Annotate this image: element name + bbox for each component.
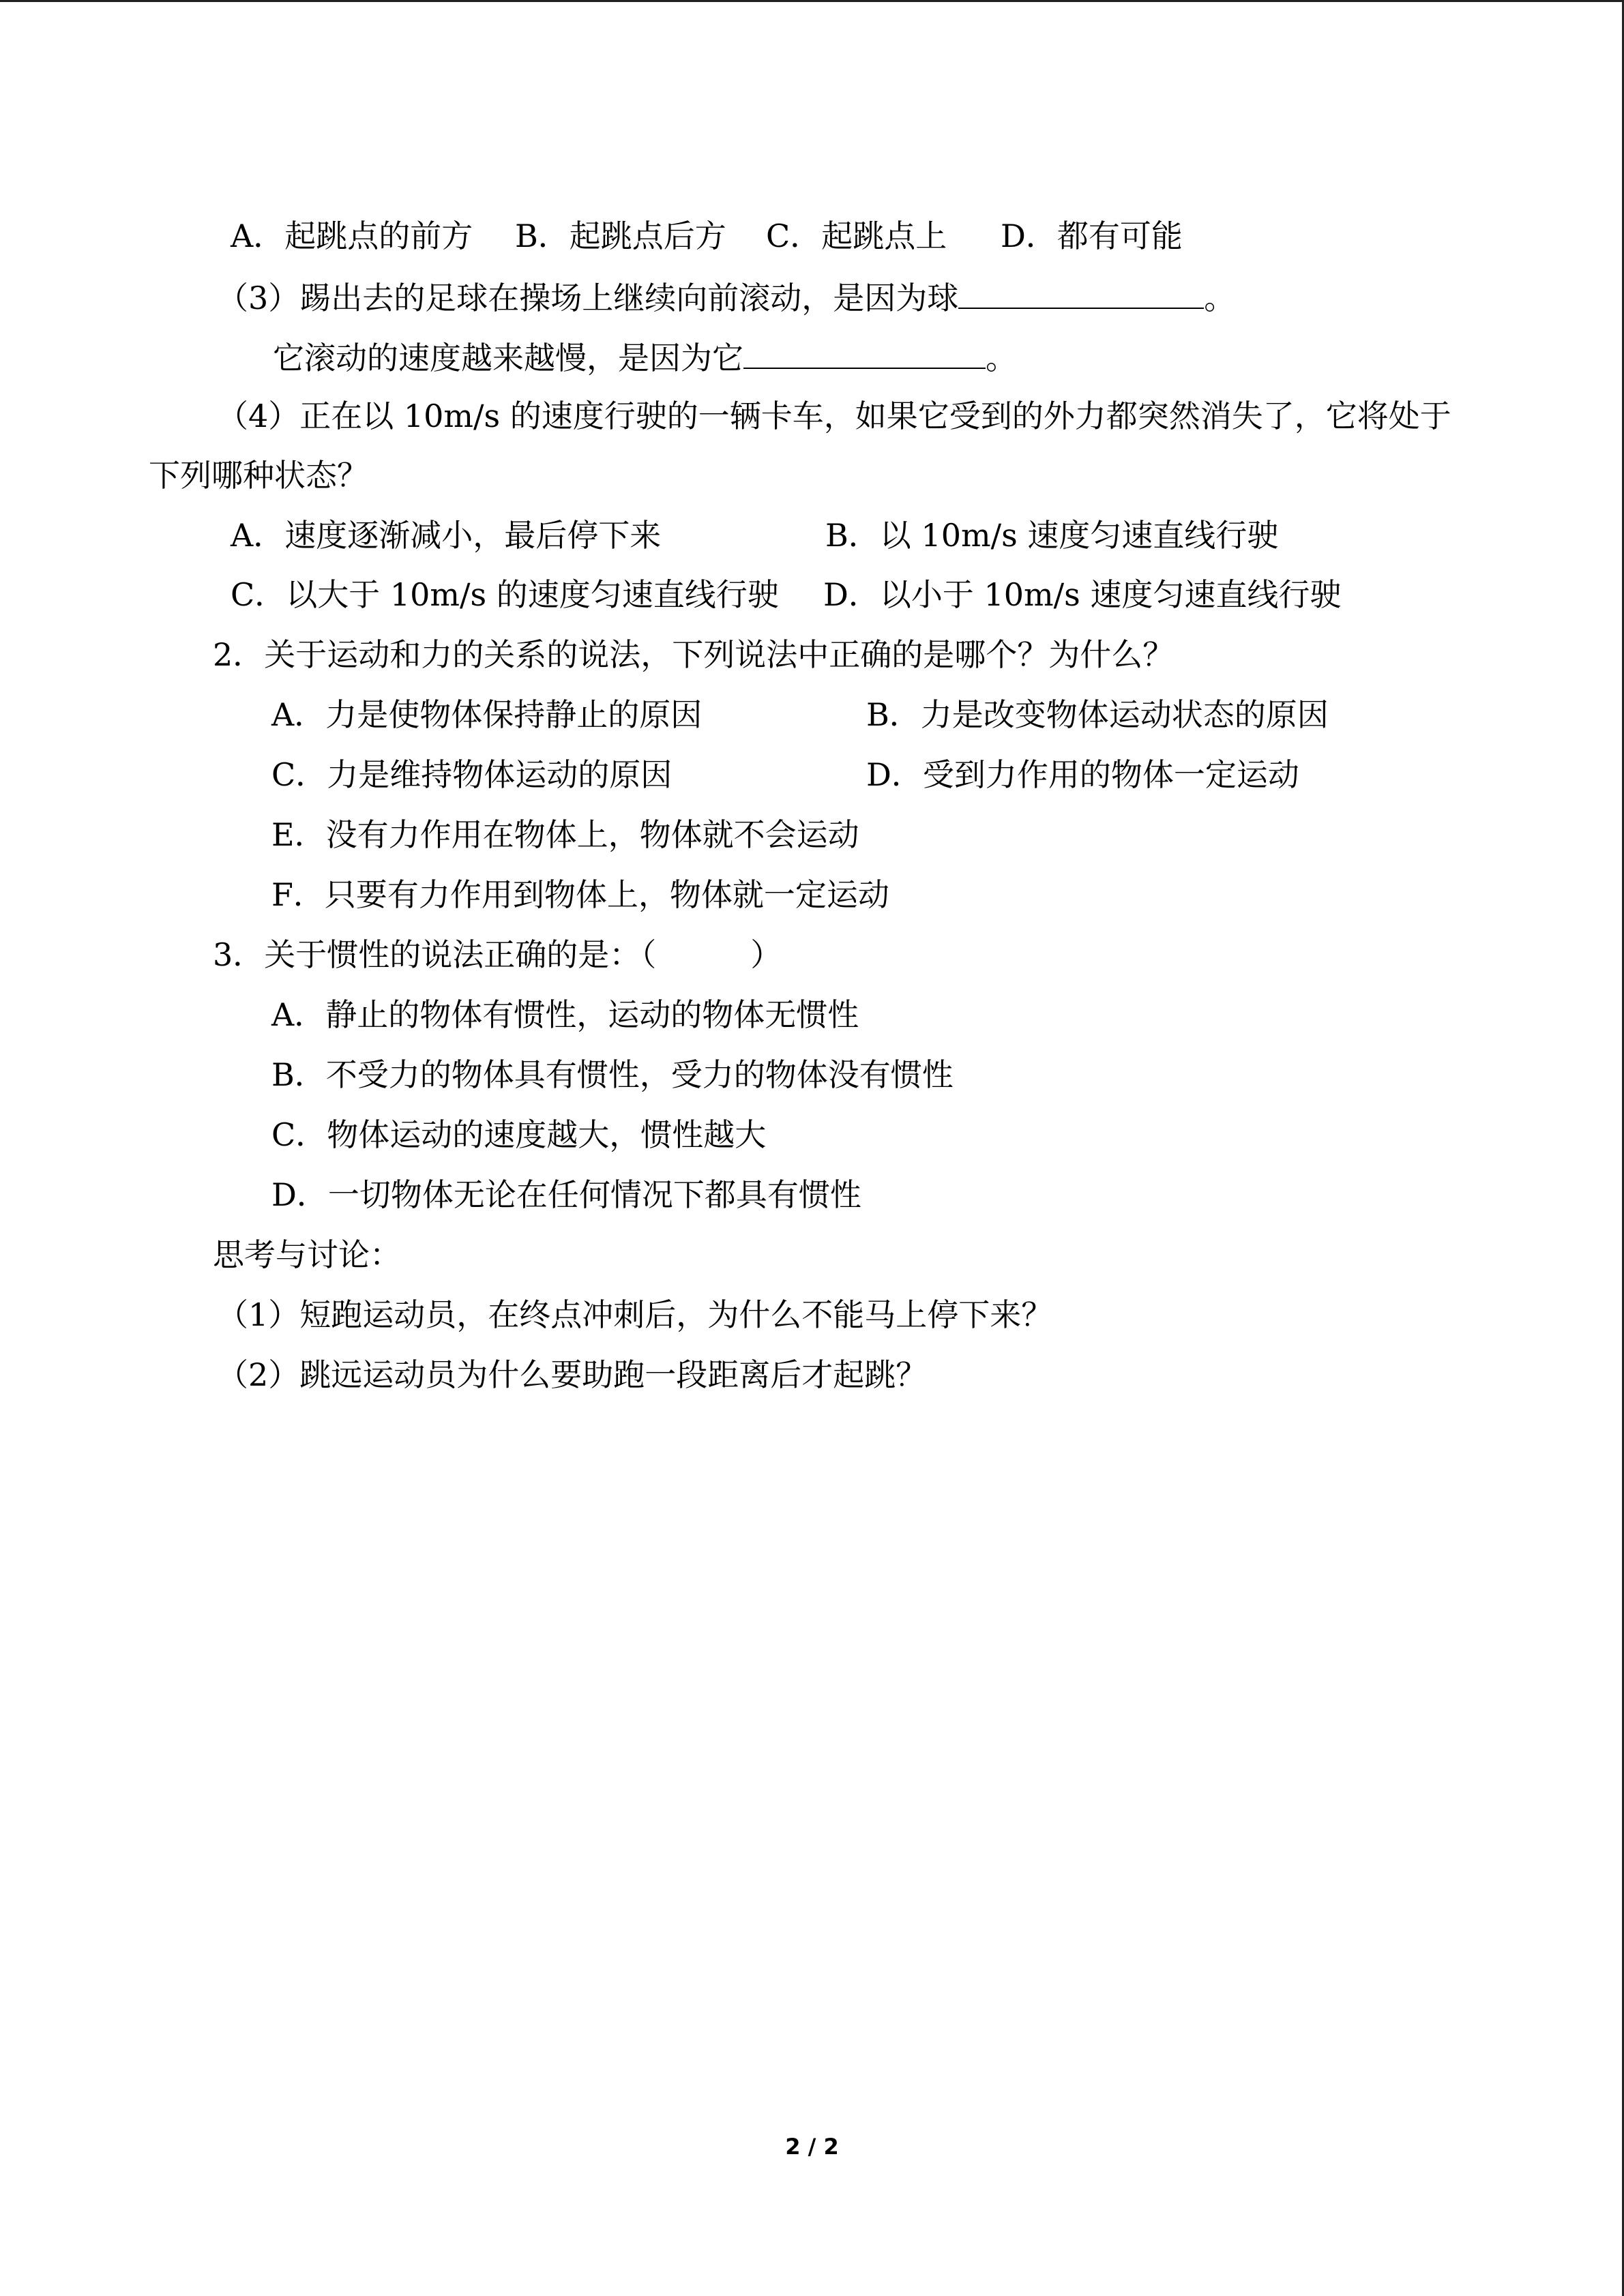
q3-option-b: B．不受力的物体具有惯性，受力的物体没有惯性 [271,1056,954,1093]
fill-in-blank[interactable] [743,336,986,369]
q1-part4-option-d: D．以小于 10m/s 速度匀速直线行驶 [823,576,1342,613]
q3-option-a: A．静止的物体有惯性，运动的物体无惯性 [271,996,859,1033]
q3-stem: 3．关于惯性的说法正确的是：（ ） [213,936,782,973]
q1-part2-option-a: A．起跳点的前方 [231,218,473,254]
page-number: 2 / 2 [785,2134,839,2160]
q2-stem: 2．关于运动和力的关系的说法，下列说法中正确的是哪个？为什么？ [213,636,1175,673]
q2-option-d: D．受到力作用的物体一定运动 [866,756,1299,793]
q1-part3-line1 [217,276,1235,318]
page-top-border [0,0,1624,2]
q3-option-d: D．一切物体无论在任何情况下都具有惯性 [271,1176,861,1213]
q1-part3-line1-end: 。 [1204,280,1236,316]
q1-part3-line2-text: 它滚动的速度越来越慢，是因为它 [273,340,743,376]
q1-part4-option-a: A．速度逐渐减小，最后停下来 [231,517,662,554]
q1-part4-stem-line1: （4）正在以 10m/s 的速度行驶的一辆卡车，如果它受到的外力都突然消失了，它将处于 [217,398,1451,434]
q1-part4-option-b: B．以 10m/s 速度匀速直线行驶 [825,517,1279,554]
q1-part3-line1-text: （3）踢出去的足球在操场上继续向前滚动，是因为球 [217,280,959,316]
q2-option-f: F．只要有力作用到物体上，物体就一定运动 [271,876,889,913]
discussion-item-2: （2）跳远运动员为什么要助跑一段距离后才起跳？ [217,1356,928,1393]
q1-part2-option-d: D．都有可能 [1001,218,1183,254]
q1-part2-option-c: C．起跳点上 [766,218,947,254]
q1-part3-line2 [273,336,1017,378]
q1-part2-option-b: B．起跳点后方 [515,218,726,254]
fill-in-blank[interactable] [958,276,1204,309]
q1-part4-option-c: C．以大于 10m/s 的速度匀速直线行驶 [231,576,779,613]
discussion-item-1: （1）短跑运动员，在终点冲刺后，为什么不能马上停下来？ [217,1296,1053,1333]
q2-option-e: E．没有力作用在物体上，物体就不会运动 [271,816,859,853]
q1-part4-stem-line2: 下列哪种状态？ [149,457,368,494]
q2-option-b: B．力是改变物体运动状态的原因 [866,696,1329,733]
discussion-heading: 思考与讨论： [213,1236,401,1273]
q2-option-a: A．力是使物体保持静止的原因 [271,696,703,733]
q2-option-c: C．力是维持物体运动的原因 [271,756,673,793]
q3-option-c: C．物体运动的速度越大，惯性越大 [271,1116,767,1153]
q1-part3-line2-end: 。 [986,340,1017,376]
